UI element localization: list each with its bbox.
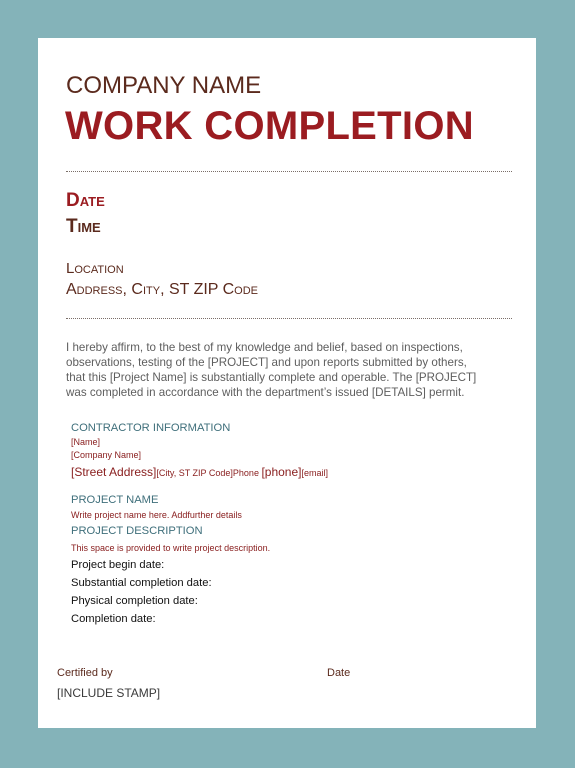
certification-date-label: Date [327,667,351,679]
project-description-heading: PROJECT DESCRIPTION [71,525,203,537]
company-name: COMPANY NAME [66,72,262,99]
location-label: Location [66,260,124,277]
contractor-phone: [phone] [261,465,302,479]
affirmation-line: I hereby affirm, to the best of my knowledge and belief, based on inspections, [66,341,463,354]
divider-middle [66,318,512,319]
project-name-heading: PROJECT NAME [71,494,159,506]
substantial-completion-date: Substantial completion date: [71,577,212,589]
project-name-text: Write project name here. Addfurther details [71,510,242,520]
address-line: Address, City, ST ZIP Code [66,281,259,298]
affirmation-line: that this [Project Name] is substantially complete and operable. The [PROJECT] [66,371,477,384]
document-page [38,38,536,728]
contractor-phone-label: Phone [232,468,262,478]
include-stamp: [INCLUDE STAMP] [57,686,161,700]
project-description-text: This space is provided to write project description. [71,543,271,553]
time-label: Time [66,216,101,237]
certified-by-label: Certified by [57,667,113,679]
physical-completion-date: Physical completion date: [71,595,198,607]
date-label: Date [66,190,105,211]
contractor-company: [Company Name] [71,450,142,460]
divider-top [66,171,512,172]
contractor-street: [Street Address] [71,465,157,479]
contractor-heading: CONTRACTOR INFORMATION [71,422,231,434]
affirmation-line: observations, testing of the [PROJECT] and upon reports submitted by others, [66,356,467,369]
document-title: WORK COMPLETION [65,104,474,148]
contractor-email: [email] [301,468,329,478]
affirmation-line: was completed in accordance with the department’s issued [DETAILS] permit. [66,386,465,399]
contractor-name: [Name] [71,437,101,447]
completion-date: Completion date: [71,613,156,625]
contractor-city: [City, ST ZIP Code] [156,468,233,478]
project-begin-date: Project begin date: [71,559,165,571]
contractor-contact-line [71,463,328,481]
affirmation-paragraph [66,340,516,400]
